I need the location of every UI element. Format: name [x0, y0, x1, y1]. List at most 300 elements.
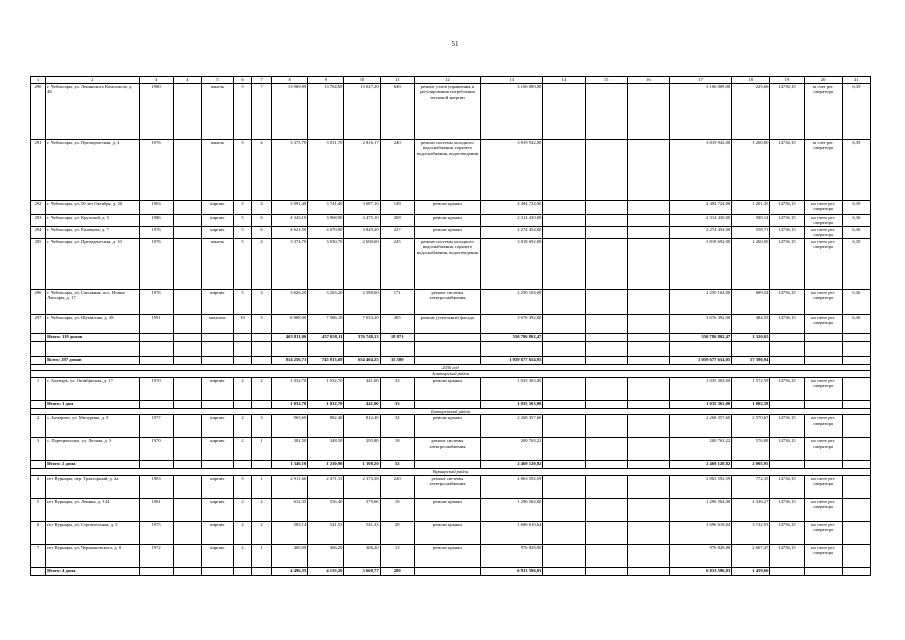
table-cell: 1: [252, 475, 272, 498]
table-cell: г. Чебоксары, ул. Сапожная, пос. Новые Лапсары, д. 17: [46, 290, 139, 315]
table-cell: 550 786 802,47: [481, 334, 543, 342]
table-row: [31, 201, 871, 215]
table-cell: [732, 342, 770, 357]
table-cell: на счете рег. оператора: [804, 377, 842, 400]
table-cell: 441,00: [344, 377, 380, 400]
table-cell: [414, 357, 480, 365]
table-cell: [414, 334, 480, 342]
table-cell: 33: [380, 377, 414, 400]
table-cell: 2: [233, 498, 251, 521]
table-cell: 1 296 564,00: [669, 498, 731, 521]
table-cell: 294: [31, 227, 46, 239]
table-cell: [173, 239, 201, 290]
table-cell: [627, 201, 669, 215]
table-cell: [543, 475, 585, 498]
table-cell: [585, 567, 627, 575]
table-cell: 1 032,70: [272, 377, 308, 400]
table-row: [31, 290, 871, 315]
table-cell: 2: [233, 377, 251, 400]
table-cell: 457 058,11: [308, 334, 344, 342]
table-cell: 34: [380, 415, 414, 438]
table-cell: [31, 357, 46, 365]
table-cell: [804, 461, 842, 469]
table-cell: Итого: 119 домов: [46, 334, 139, 342]
column-number-cell: 13: [481, 77, 543, 84]
column-number-cell: 20: [804, 77, 842, 84]
table-cell: [585, 140, 627, 201]
table-cell: 2 911,66: [272, 475, 308, 498]
table-cell: пгт Вурнары, пер. Тракторный, д. 2а: [46, 475, 139, 498]
table-cell: 1970: [139, 377, 173, 400]
table-cell: 366,20: [308, 544, 344, 567]
table-cell: [585, 84, 627, 140]
table-cell: [627, 215, 669, 227]
table-cell: с. Батырево, ул. Мичурина, д. 5: [46, 415, 139, 438]
table-cell: [842, 567, 870, 575]
table-cell: 1 260,00: [732, 239, 770, 290]
table-cell: 3 676 392,00: [669, 315, 731, 334]
total-row: [31, 400, 871, 408]
table-cell: г. Чебоксары, ул. Президентская, д. 4: [46, 140, 139, 201]
table-cell: [770, 461, 804, 469]
table-cell: [233, 567, 251, 575]
table-cell: [627, 498, 669, 521]
table-cell: [543, 357, 585, 365]
column-number-cell: 18: [732, 77, 770, 84]
table-cell: 1: [252, 544, 272, 567]
column-number-cell: 7: [252, 77, 272, 84]
table-cell: [233, 342, 251, 357]
table-cell: [173, 342, 201, 357]
table-cell: [627, 544, 669, 567]
table-cell: 10: [233, 315, 251, 334]
table-cell: [585, 521, 627, 544]
table-row: [31, 239, 871, 290]
table-cell: 612,35: [272, 498, 308, 521]
table-cell: 3 374,70: [272, 239, 308, 290]
table-cell: 14736,15: [770, 315, 804, 334]
section-heading: Вурнарский район: [31, 469, 871, 475]
table-cell: 2 469 120,82: [669, 461, 731, 469]
table-cell: [543, 239, 585, 290]
table-body: [31, 77, 871, 576]
table-cell: [627, 461, 669, 469]
table-cell: кирпич: [201, 290, 233, 315]
table-cell: 280: [380, 567, 414, 575]
table-cell: [770, 567, 804, 575]
table-cell: [173, 377, 201, 400]
column-number-cell: 17: [669, 77, 731, 84]
table-cell: на счете рег. оператора: [804, 227, 842, 239]
table-cell: [543, 567, 585, 575]
spacer-row: [31, 342, 871, 357]
table-cell: на счете рег. оператора: [804, 438, 842, 461]
table-cell: 381,50: [272, 438, 308, 461]
table-cell: 2 250 104,00: [481, 290, 543, 315]
table-cell: 18: [380, 438, 414, 461]
table-cell: [380, 342, 414, 357]
table-cell: 208: [380, 215, 414, 227]
column-number-cell: 8: [272, 77, 308, 84]
table-cell: [585, 201, 627, 215]
table-cell: [804, 567, 842, 575]
column-number-cell: 12: [414, 77, 480, 84]
table-cell: 2 667,47: [732, 544, 770, 567]
table-cell: [804, 357, 842, 365]
table-cell: г. Алатырь, ул. Октябрьская, д. 17: [46, 377, 139, 400]
table-cell: монолит: [201, 315, 233, 334]
table-cell: [543, 334, 585, 342]
table-cell: [804, 400, 842, 408]
table-cell: 14736,15: [770, 415, 804, 438]
table-cell: 2: [233, 415, 251, 438]
table-cell: [585, 475, 627, 498]
table-cell: [139, 334, 173, 342]
total-row: [31, 357, 871, 365]
total-row: [31, 334, 871, 342]
table-cell: [173, 544, 201, 567]
table-cell: [842, 438, 870, 461]
table-cell: [627, 567, 669, 575]
table-cell: [414, 567, 480, 575]
table-cell: [173, 215, 201, 227]
table-cell: 3 818 692,00: [481, 239, 543, 290]
table-cell: [585, 227, 627, 239]
table-cell: [585, 215, 627, 227]
table-cell: 3 849,20: [344, 227, 380, 239]
table-cell: ремонт (утепление) фасада: [414, 315, 480, 334]
table-cell: [543, 290, 585, 315]
table-cell: 6: [252, 227, 272, 239]
table-cell: 14736,15: [770, 201, 804, 215]
table-cell: 1 035 363,00: [669, 400, 731, 408]
table-cell: 6,36: [842, 227, 870, 239]
table-cell: панель: [201, 140, 233, 201]
table-cell: на счете рег. оператора: [804, 290, 842, 315]
table-cell: 14736,15: [770, 239, 804, 290]
table-cell: 14736,15: [770, 290, 804, 315]
table-cell: 297: [31, 315, 46, 334]
table-cell: 240: [380, 140, 414, 201]
table-cell: 3: [31, 438, 46, 461]
table-cell: [627, 290, 669, 315]
table-cell: ремонт крыши: [414, 201, 480, 215]
table-cell: кирпич: [201, 438, 233, 461]
table-cell: [842, 342, 870, 357]
table-cell: 2 250 104,00: [669, 290, 731, 315]
table-cell: 14736,15: [770, 521, 804, 544]
table-cell: 4: [31, 475, 46, 498]
table-cell: 1 035 363,00: [481, 400, 543, 408]
table-cell: 2: [252, 498, 272, 521]
table-cell: за счет рег. оператора: [804, 84, 842, 140]
column-number-cell: 1: [31, 77, 46, 84]
table-cell: 2: [252, 521, 272, 544]
table-cell: 13: [380, 544, 414, 567]
table-cell: [173, 461, 201, 469]
table-cell: 296: [31, 290, 46, 315]
table-cell: 576,08: [732, 438, 770, 461]
table-cell: [139, 567, 173, 575]
table-cell: 1 320,65: [732, 334, 770, 342]
table-cell: [543, 544, 585, 567]
table-cell: 1986: [139, 215, 173, 227]
table-cell: 4 343,10: [272, 215, 308, 227]
table-cell: [173, 438, 201, 461]
table-cell: [627, 475, 669, 498]
table-cell: 5: [233, 239, 251, 290]
column-number-cell: 16: [627, 77, 669, 84]
table-row: [31, 544, 871, 567]
table-cell: 2 588,60: [344, 290, 380, 315]
table-cell: [770, 342, 804, 357]
table-cell: [252, 334, 272, 342]
table-cell: ремонт узлов управления и регулирования потребления тепловой энергии: [414, 84, 480, 140]
table-cell: 13 764,69: [308, 84, 344, 140]
table-cell: [31, 400, 46, 408]
table-cell: [627, 315, 669, 334]
table-cell: 6: [31, 521, 46, 544]
table-cell: 2: [233, 544, 251, 567]
table-cell: 3 030,70: [308, 239, 344, 290]
table-cell: 291: [31, 140, 46, 201]
table-cell: 6,39: [842, 84, 870, 140]
table-cell: г. Чебоксары, ул. Президентская, д. 10: [46, 239, 139, 290]
table-cell: кирпич: [201, 415, 233, 438]
table-cell: [233, 461, 251, 469]
column-number-cell: 19: [770, 77, 804, 84]
table-row: [31, 498, 871, 521]
table-cell: 541,53: [308, 521, 344, 544]
table-cell: 225,66: [732, 84, 770, 140]
table-cell: 3 968,90: [308, 215, 344, 227]
table-cell: [804, 342, 842, 357]
table-cell: 171: [380, 290, 414, 315]
table-cell: кирпич: [201, 215, 233, 227]
table-cell: 4: [252, 290, 272, 315]
table-cell: [139, 461, 173, 469]
section-heading: Батыревский район: [31, 408, 871, 414]
table-cell: 4 135,26: [308, 567, 344, 575]
table-cell: Итого: 1 дом: [46, 400, 139, 408]
table-cell: [252, 400, 272, 408]
table-cell: 1: [252, 438, 272, 461]
table-cell: [585, 357, 627, 365]
table-cell: [46, 342, 139, 357]
table-cell: [233, 400, 251, 408]
table-cell: [201, 567, 233, 575]
table-cell: 1 696 610,64: [481, 521, 543, 544]
table-cell: 2 005,95: [732, 461, 770, 469]
table-cell: 3 475,10: [344, 215, 380, 227]
table-cell: 541,33: [344, 521, 380, 544]
table-cell: 6,36: [842, 315, 870, 334]
table-cell: 3 106 089,00: [669, 84, 731, 140]
column-number-row: [31, 77, 871, 84]
table-cell: 2: [233, 521, 251, 544]
table-cell: 3 676 392,00: [481, 315, 543, 334]
table-cell: [173, 334, 201, 342]
table-cell: 976 828,80: [481, 544, 543, 567]
table-cell: [627, 342, 669, 357]
table-cell: [585, 438, 627, 461]
table-row: [31, 415, 871, 438]
table-cell: 5: [233, 201, 251, 215]
table-cell: 1 230,90: [308, 461, 344, 469]
table-cell: 6,39: [842, 140, 870, 201]
table-cell: 6,39: [842, 239, 870, 290]
table-cell: [585, 544, 627, 567]
table-cell: с. Порецкополье, ул. Лесная, д. 3: [46, 438, 139, 461]
table-cell: 3 031,70: [308, 140, 344, 201]
table-cell: [31, 461, 46, 469]
table-cell: 5: [233, 84, 251, 140]
table-cell: на счете рег. оператора: [804, 215, 842, 227]
table-cell: 35 580: [380, 357, 414, 365]
table-cell: 220: [380, 475, 414, 498]
table-cell: 4 494 724,00: [669, 201, 731, 215]
table-cell: 1 035 363,00: [481, 377, 543, 400]
table-row: [31, 438, 871, 461]
table-cell: 14736,15: [770, 498, 804, 521]
table-cell: 366,20: [344, 544, 380, 567]
table-cell: 2 268 357,60: [481, 415, 543, 438]
table-cell: [173, 567, 201, 575]
table-cell: на счете рег. оператора: [804, 544, 842, 567]
table-cell: 14736,15: [770, 140, 804, 201]
table-cell: 1: [31, 377, 46, 400]
table-cell: г. Чебоксары, ул. Шумилова, д. 38: [46, 315, 139, 334]
table-cell: 2: [252, 377, 272, 400]
column-number-cell: 3: [139, 77, 173, 84]
table-cell: ремонт крыши: [414, 521, 480, 544]
table-cell: ремонт крыши: [414, 215, 480, 227]
table-row: [31, 140, 871, 201]
table-cell: 4: [252, 201, 272, 215]
table-cell: [173, 290, 201, 315]
table-cell: 3 263,20: [308, 290, 344, 315]
table-cell: [842, 544, 870, 567]
table-cell: 589,14: [732, 215, 770, 227]
table-row: [31, 215, 871, 227]
table-cell: 1972: [139, 544, 173, 567]
table-cell: 7 586,10: [308, 315, 344, 334]
table-cell: 14736,15: [770, 215, 804, 227]
table-cell: 1 572,59: [732, 377, 770, 400]
table-cell: 4 494 724,00: [481, 201, 543, 215]
table-cell: 2 274 454,00: [669, 227, 731, 239]
table-cell: [543, 315, 585, 334]
table-cell: 1 002,58: [732, 400, 770, 408]
table-cell: 245: [380, 239, 414, 290]
table-cell: 1980: [139, 84, 173, 140]
table-cell: 200 763,22: [481, 438, 543, 461]
table-cell: 7: [31, 544, 46, 567]
table-cell: [842, 521, 870, 544]
table-cell: 14736,15: [770, 438, 804, 461]
table-cell: 1 296 564,00: [481, 498, 543, 521]
table-cell: 1963: [139, 201, 173, 215]
table-cell: [770, 334, 804, 342]
table-cell: 6,36: [842, 290, 870, 315]
table-cell: 28: [380, 521, 414, 544]
table-cell: 1 696 610,64: [669, 521, 731, 544]
table-cell: 305: [380, 315, 414, 334]
table-cell: 1983: [139, 475, 173, 498]
table-cell: [627, 521, 669, 544]
table-cell: 654 404,25: [344, 357, 380, 365]
table-cell: ремонт системы электроснабжения: [414, 290, 480, 315]
column-number-cell: 10: [344, 77, 380, 84]
table-cell: 149: [380, 201, 414, 215]
table-cell: [173, 357, 201, 365]
table-cell: [543, 438, 585, 461]
table-cell: [173, 400, 201, 408]
table-cell: [543, 215, 585, 227]
table-cell: [252, 342, 272, 357]
table-cell: пгт Вурнары, ул. Строительная, д. 5: [46, 521, 139, 544]
table-cell: [543, 201, 585, 215]
table-cell: 1975: [139, 521, 173, 544]
table-cell: [585, 239, 627, 290]
table-cell: ремонт крыши: [414, 227, 480, 239]
table-cell: 293: [31, 215, 46, 227]
table-cell: ремонт крыши: [414, 377, 480, 400]
table-cell: кирпич: [201, 498, 233, 521]
table-cell: [31, 567, 46, 575]
table-cell: 6 833 596,03: [669, 567, 731, 575]
table-cell: ремонт крыши: [414, 415, 480, 438]
table-cell: [31, 334, 46, 342]
table-cell: [627, 438, 669, 461]
table-cell: [233, 357, 251, 365]
table-cell: 19: [380, 498, 414, 521]
table-cell: 348,50: [308, 438, 344, 461]
table-cell: [233, 334, 251, 342]
table-cell: 1991: [139, 315, 173, 334]
table-cell: 14736,15: [770, 377, 804, 400]
table-cell: [770, 357, 804, 365]
table-cell: на счете рег. оператора: [804, 415, 842, 438]
table-cell: 376 748,13: [344, 334, 380, 342]
table-cell: [252, 357, 272, 365]
table-cell: [344, 342, 380, 357]
table-row: [31, 315, 871, 334]
table-row: [31, 521, 871, 544]
table-cell: [139, 400, 173, 408]
table-cell: [585, 334, 627, 342]
table-cell: ремонт системы холодного водоснабжения, горячего водоснабжения, водоотведения: [414, 140, 480, 201]
table-cell: [173, 84, 201, 140]
table-cell: пгт Вурнары, ул. Чернышевского, д. 8: [46, 544, 139, 567]
column-number-cell: 4: [173, 77, 201, 84]
table-cell: 2 274 454,00: [481, 227, 543, 239]
total-row: [31, 567, 871, 575]
table-cell: 5: [233, 290, 251, 315]
table-cell: 1981: [139, 498, 173, 521]
table-cell: 292: [31, 201, 46, 215]
table-cell: [627, 140, 669, 201]
table-cell: г. Чебоксары, ул. Крупской, д. 5: [46, 215, 139, 227]
table-cell: панель: [201, 239, 233, 290]
table-cell: [272, 342, 308, 357]
table-cell: на счете рег. оператора: [804, 201, 842, 215]
repair-program-table: [30, 76, 871, 576]
table-cell: [201, 342, 233, 357]
table-cell: 484,55: [732, 315, 770, 334]
table-cell: 5: [233, 475, 251, 498]
table-cell: 2: [233, 438, 251, 461]
